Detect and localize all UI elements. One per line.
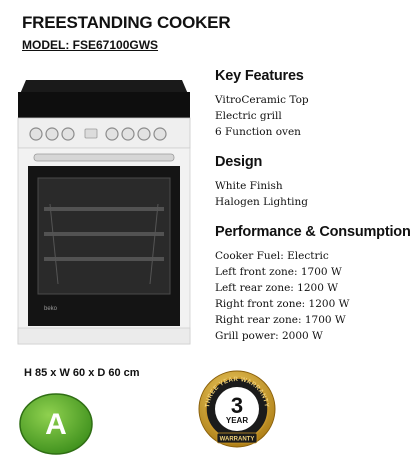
list-item: VitroCeramic Top bbox=[215, 94, 309, 106]
brand-label: beko bbox=[44, 306, 58, 312]
warranty-badge bbox=[193, 365, 281, 453]
section-heading: Design bbox=[215, 154, 263, 170]
list-item: White Finish bbox=[215, 180, 283, 192]
energy-rating-badge bbox=[14, 388, 104, 458]
energy-rating-letter: A bbox=[45, 408, 67, 441]
section-key-features bbox=[215, 68, 411, 140]
list-item: Right front zone: 1200 W bbox=[215, 298, 350, 310]
list-item: Right rear zone: 1700 W bbox=[215, 314, 346, 326]
warranty-number: 3 bbox=[230, 393, 244, 418]
section-heading: Performance & Consumption bbox=[215, 224, 411, 240]
hob-glass bbox=[18, 92, 190, 118]
warranty-top-text: THREE YEAR WARRANTY bbox=[203, 375, 271, 408]
hob-top bbox=[20, 80, 188, 94]
warranty-word: YEAR bbox=[225, 416, 249, 425]
specs-panel bbox=[215, 68, 411, 358]
list-item: Cooker Fuel: Electric bbox=[215, 250, 329, 262]
page-title: FREESTANDING COOKER bbox=[22, 13, 231, 32]
section-heading: Key Features bbox=[215, 68, 304, 84]
list-item: Electric grill bbox=[215, 110, 282, 122]
list-item: Left rear zone: 1200 W bbox=[215, 282, 339, 294]
list-item: Left front zone: 1700 W bbox=[215, 266, 342, 278]
section-performance bbox=[215, 224, 411, 344]
dimensions-text: H 85 x W 60 x D 60 cm bbox=[24, 367, 140, 379]
list-item: Grill power: 2000 W bbox=[215, 330, 323, 342]
section-design bbox=[215, 154, 411, 210]
plinth bbox=[18, 328, 190, 344]
oven-handle bbox=[34, 154, 174, 161]
warranty-bottom-text: WARRANTY bbox=[219, 436, 255, 443]
model-number: MODEL: FSE67100GWS bbox=[22, 38, 159, 52]
cooker-image bbox=[14, 78, 194, 354]
list-item: Halogen Lighting bbox=[215, 196, 309, 208]
list-item: 6 Function oven bbox=[215, 126, 301, 138]
oven-window bbox=[38, 178, 170, 294]
